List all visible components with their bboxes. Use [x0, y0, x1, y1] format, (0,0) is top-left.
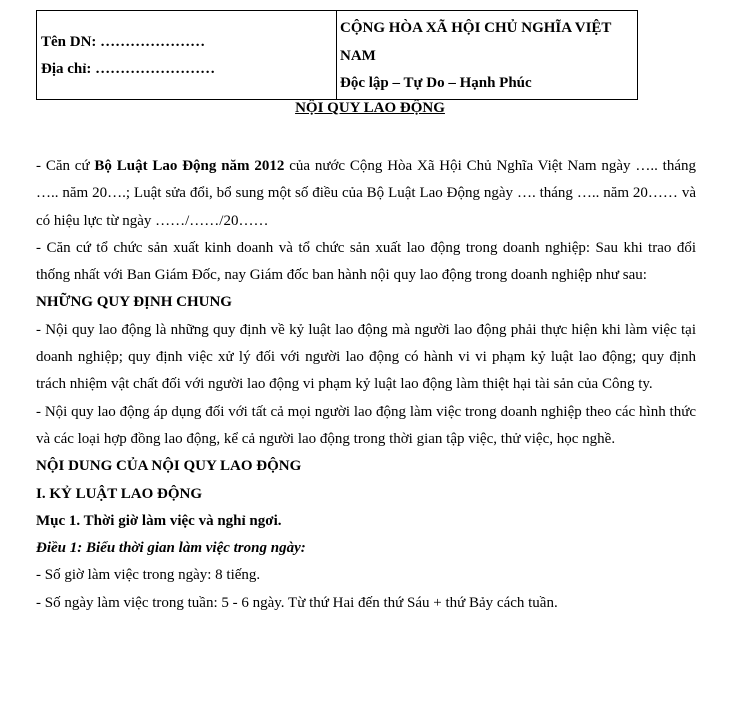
intro-p1-bold: Bộ Luật Lao Động năm 2012 [94, 158, 285, 174]
republic-line-2: NAM [340, 48, 376, 64]
intro-paragraph-1 [36, 153, 696, 235]
work-hours-line: - Số giờ làm việc trong ngày: 8 tiếng. [36, 567, 261, 584]
company-name: Tên DN: ………………… [41, 34, 206, 50]
intro-p1-pre: - Căn cứ [36, 158, 95, 174]
document-body [36, 153, 696, 617]
intro-paragraph-2: - Căn cứ tổ chức sản xuất kinh doanh và tổ chức sản xuất lao động trong doanh nghiệp: Sau khi trao đổi thống nhất với Ban Giám Đốc, nay Giám đốc ban hành nội quy lao động trong doanh nghiệp như sau: [36, 239, 696, 284]
general-heading: NHỮNG QUY ĐỊNH CHUNG [36, 294, 232, 311]
company-address: Địa chỉ: …………………… [41, 61, 216, 77]
intro-p1-post: của nước Cộng Hòa Xã Hội Chủ Nghĩa Việt Nam ngày ….. tháng ….. năm 20….; Luật sửa đổi, bổ sung một số điều của Bộ Luật Lao Động ngày …. tháng ….. năm 20…… và có hiệu lực từ ngày ……/……/20…… [36, 158, 696, 229]
document-title: NỘI QUY LAO ĐỘNG [295, 100, 445, 116]
content-heading: NỘI DUNG CỦA NỘI QUY LAO ĐỘNG [36, 458, 302, 475]
company-info [37, 11, 337, 99]
article-1-heading: Điều 1: Biểu thời gian làm việc trong ngày: [36, 540, 306, 557]
work-days-line: - Số ngày làm việc trong tuần: 5 - 6 ngày. Từ thứ Hai đến thứ Sáu + thứ Bảy cách tuần. [36, 594, 558, 611]
motto: Độc lập – Tự Do – Hạnh Phúc [340, 75, 532, 91]
header-table [36, 10, 638, 100]
item-1-heading: Mục 1. Thời giờ làm việc và nghỉ ngơi. [36, 512, 282, 529]
republic-line-1: CỘNG HÒA XÃ HỘI CHỦ NGHĨA VIỆT [340, 20, 612, 36]
national-motto-block [337, 11, 637, 99]
section-1-heading: I. KỶ LUẬT LAO ĐỘNG [36, 485, 202, 502]
general-paragraph-1: - Nội quy lao động là những quy định về kỷ luật lao động mà người lao động phải thực hiện khi làm việc tại doanh nghiệp; quy định việc xử lý đối với người lao động có hành vi vi phạm kỷ luật lao động; quy định trách nhiệm vật chất đối với người lao động vi phạm kỷ luật lao động làm thiệt hại tài sản của Công ty. [36, 321, 696, 393]
general-paragraph-2: - Nội quy lao động áp dụng đối với tất cả mọi người lao động làm việc trong doanh nghiệp theo các hình thức và các loại hợp đồng lao động, kể cả người lao động trong thời gian tập việc, thử việc, học nghề. [36, 403, 696, 447]
